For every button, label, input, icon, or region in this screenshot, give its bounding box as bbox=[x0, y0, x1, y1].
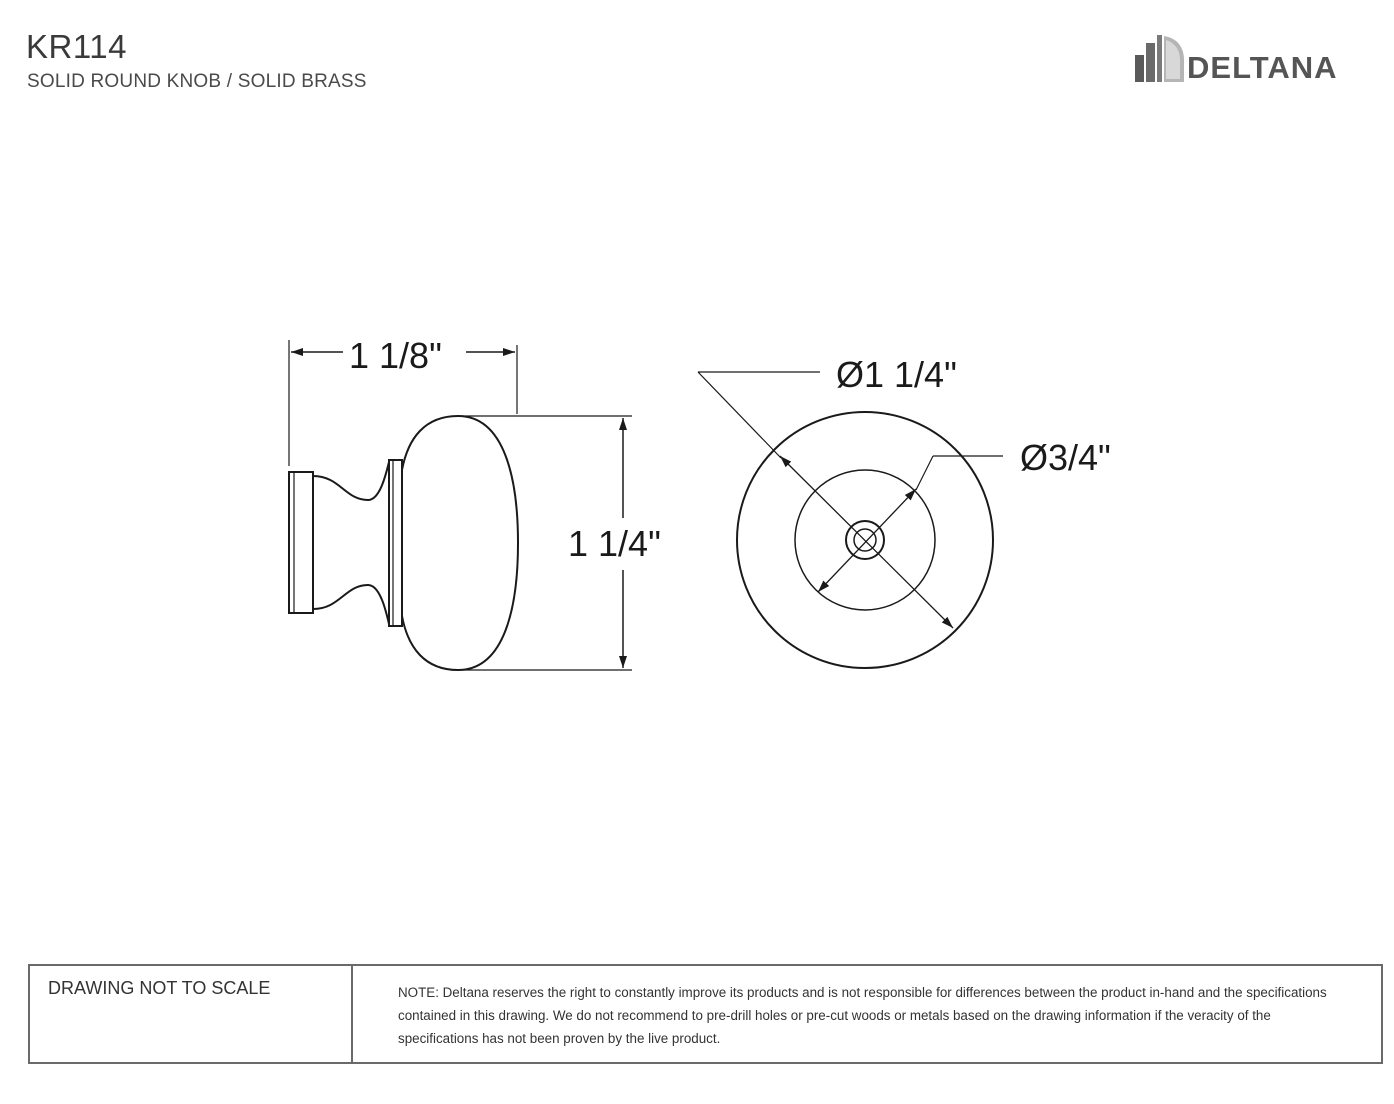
front-view bbox=[698, 372, 1003, 668]
knob-head bbox=[402, 416, 518, 670]
footer-box bbox=[28, 964, 1383, 1064]
side-length-label: 1 1/8" bbox=[349, 335, 442, 376]
scale-note: DRAWING NOT TO SCALE bbox=[48, 978, 271, 998]
side-height-label: 1 1/4" bbox=[568, 523, 661, 564]
knob-base-plate bbox=[289, 472, 313, 613]
product-description: SOLID ROUND KNOB / SOLID BRASS bbox=[27, 71, 367, 92]
side-view bbox=[289, 340, 632, 670]
footer-left-cell bbox=[30, 966, 353, 1062]
knob-collar bbox=[389, 460, 402, 626]
knob-stem-top bbox=[313, 462, 389, 500]
inner-diameter-label: Ø3/4" bbox=[1020, 437, 1111, 478]
brand-name: DELTANA bbox=[1187, 50, 1338, 85]
outer-diameter-label: Ø1 1/4" bbox=[836, 354, 957, 395]
knob-stem-bottom bbox=[313, 585, 389, 624]
product-code: KR114 bbox=[26, 28, 127, 65]
disclaimer-note: NOTE: Deltana reserves the right to constantly improve its products and is not responsible for differences between the product in-hand and the specifications contained in this drawing. We do not recommend to pre-drill holes or pre-cut woods or metals based on the drawing information if the veracity of the specifications has not been proven by the live product. bbox=[398, 985, 1327, 1046]
